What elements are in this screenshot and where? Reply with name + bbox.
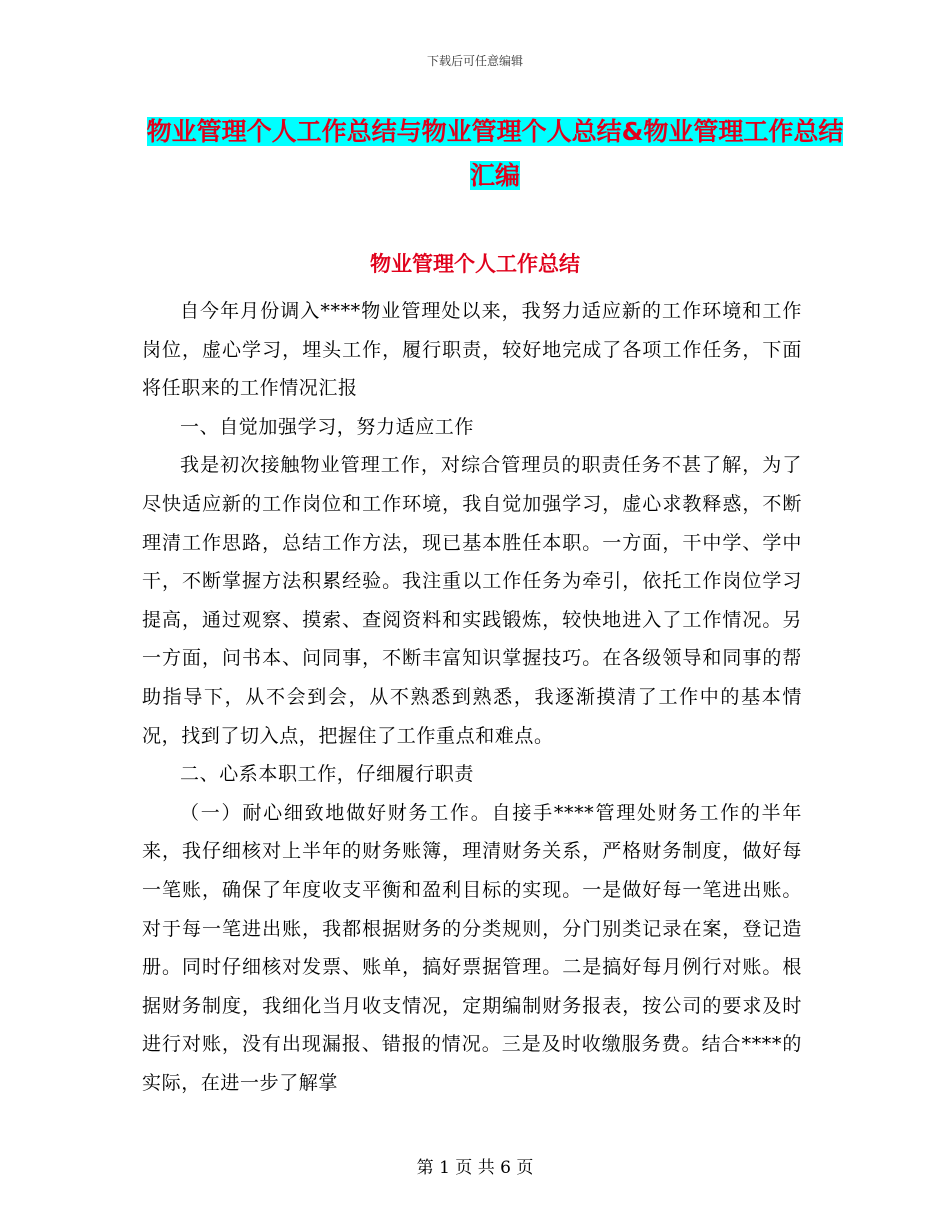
paragraph-intro: 自今年月份调入****物业管理处以来，我努力适应新的工作环境和工作岗位，虚心学习，埋头工作，履行职责，较好地完成了各项工作任务，下面将任职来的工作情况汇报 <box>142 300 802 400</box>
page-header-note: 下载后可任意编辑 <box>426 54 523 68</box>
paragraph-learning: 我是初次接触物业管理工作，对综合管理员的职责任务不甚了解，为了尽快适应新的工作岗位和工作环境，我自觉加强学习，虚心求教释惑，不断理清工作思路，总结工作方法，现已基本胜任本职。一方面，干中学、学中干，不断掌握方法积累经验。我注重以工作任务为牵引，依托工作岗位学习提高，通过观察、摸索、查阅资料和实践锻炼，较快地进入了工作情况。另一方面，问书本、问同事，不断丰富知识掌握技巧。在各级领导和同事的帮助指导下，从不会到会，从不熟悉到熟悉，我逐渐摸清了工作中的基本情况，找到了切入点，把握住了工作重点和难点。 <box>142 454 802 747</box>
document-title-text: 物业管理个人工作总结与物业管理个人总结&物业管理工作总结汇编 <box>146 117 844 190</box>
heading-learning: 一、自觉加强学习，努力适应工作 <box>180 415 475 438</box>
document-body <box>142 292 802 1102</box>
paragraph-finance: （一）耐心细致地做好财务工作。自接手****管理处财务工作的半年来，我仔细核对上半年的财务账簿，理清财务关系，严格财务制度，做好每一笔账，确保了年度收支平衡和盈利目标的实现。一是做好每一笔进出账。对于每一笔进出账，我都根据财务的分类规则，分门别类记录在案，登记造册。同时仔细核对发票、账单，搞好票据管理。二是搞好每月例行对账。根据财务制度，我细化当月收支情况，定期编制财务报表，按公司的要求及时进行对账，没有出现漏报、错报的情况。三是及时收缴服务费。结合****的实际，在进一步了解掌 <box>142 801 802 1094</box>
page-footer: 第 1 页 共 6 页 <box>416 1158 534 1178</box>
heading-duties: 二、心系本职工作，仔细履行职责 <box>180 763 475 786</box>
section-title: 物业管理个人工作总结 <box>370 252 580 276</box>
document-title <box>140 110 850 198</box>
